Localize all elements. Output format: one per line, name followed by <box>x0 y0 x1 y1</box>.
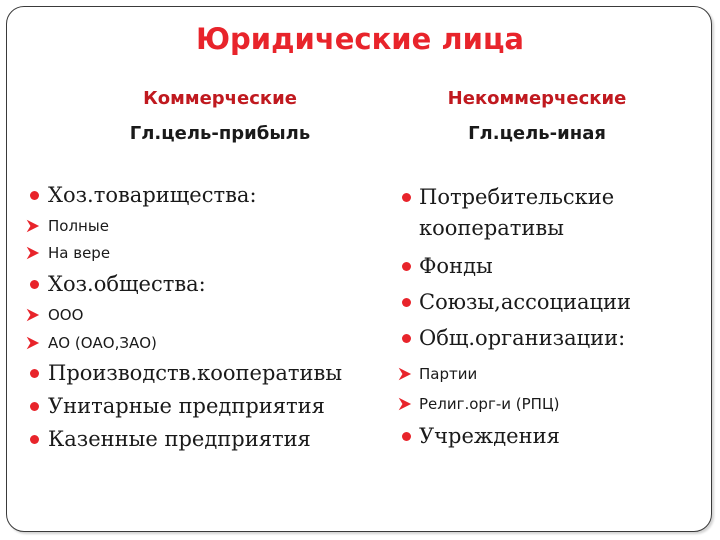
list-item: Союзы,ассоциации <box>419 290 632 314</box>
arrow-bullet-icon <box>398 397 412 411</box>
list-subitem: ООО <box>48 306 84 324</box>
list-item: Производств.кооперативы <box>48 361 343 385</box>
arrow-bullet-icon <box>26 246 40 260</box>
bullet-dot-icon <box>402 334 411 343</box>
list-subitem: Полные <box>48 217 109 235</box>
bullet-dot-icon <box>30 369 39 378</box>
arrow-bullet-icon <box>26 219 40 233</box>
bullet-dot-icon <box>30 280 39 289</box>
list-item: Общ.организации: <box>419 326 626 350</box>
bullet-dot-icon <box>30 435 39 444</box>
list-subitem: Партии <box>419 365 478 383</box>
list-subitem: АО (ОАО,ЗАО) <box>48 334 157 352</box>
bullet-dot-icon <box>30 402 39 411</box>
right-column-header: Некоммерческие <box>447 88 627 109</box>
list-item: Хоз.общества: <box>48 272 206 296</box>
list-subitem: Религ.орг-и (РПЦ) <box>419 395 560 413</box>
list-item: Учреждения <box>419 424 560 448</box>
right-column-goal: Гл.цель-иная <box>468 123 606 144</box>
arrow-bullet-icon <box>26 308 40 322</box>
list-item: Потребительские <box>419 185 615 209</box>
bullet-dot-icon <box>402 432 411 441</box>
bullet-dot-icon <box>402 193 411 202</box>
list-item: Унитарные предприятия <box>48 394 325 418</box>
list-item: Хоз.товарищества: <box>48 183 257 207</box>
bullet-dot-icon <box>30 191 39 200</box>
bullet-dot-icon <box>402 262 411 271</box>
slide-title: Юридические лица <box>195 22 525 56</box>
left-column-goal: Гл.цель-прибыль <box>129 123 311 144</box>
list-subitem: На вере <box>48 244 111 262</box>
list-item: Казенные предприятия <box>48 427 311 451</box>
arrow-bullet-icon <box>26 336 40 350</box>
bullet-dot-icon <box>402 298 411 307</box>
left-column-header: Коммерческие <box>143 88 297 109</box>
arrow-bullet-icon <box>398 367 412 381</box>
list-item-continuation: кооперативы <box>419 216 564 240</box>
list-item: Фонды <box>419 254 493 278</box>
